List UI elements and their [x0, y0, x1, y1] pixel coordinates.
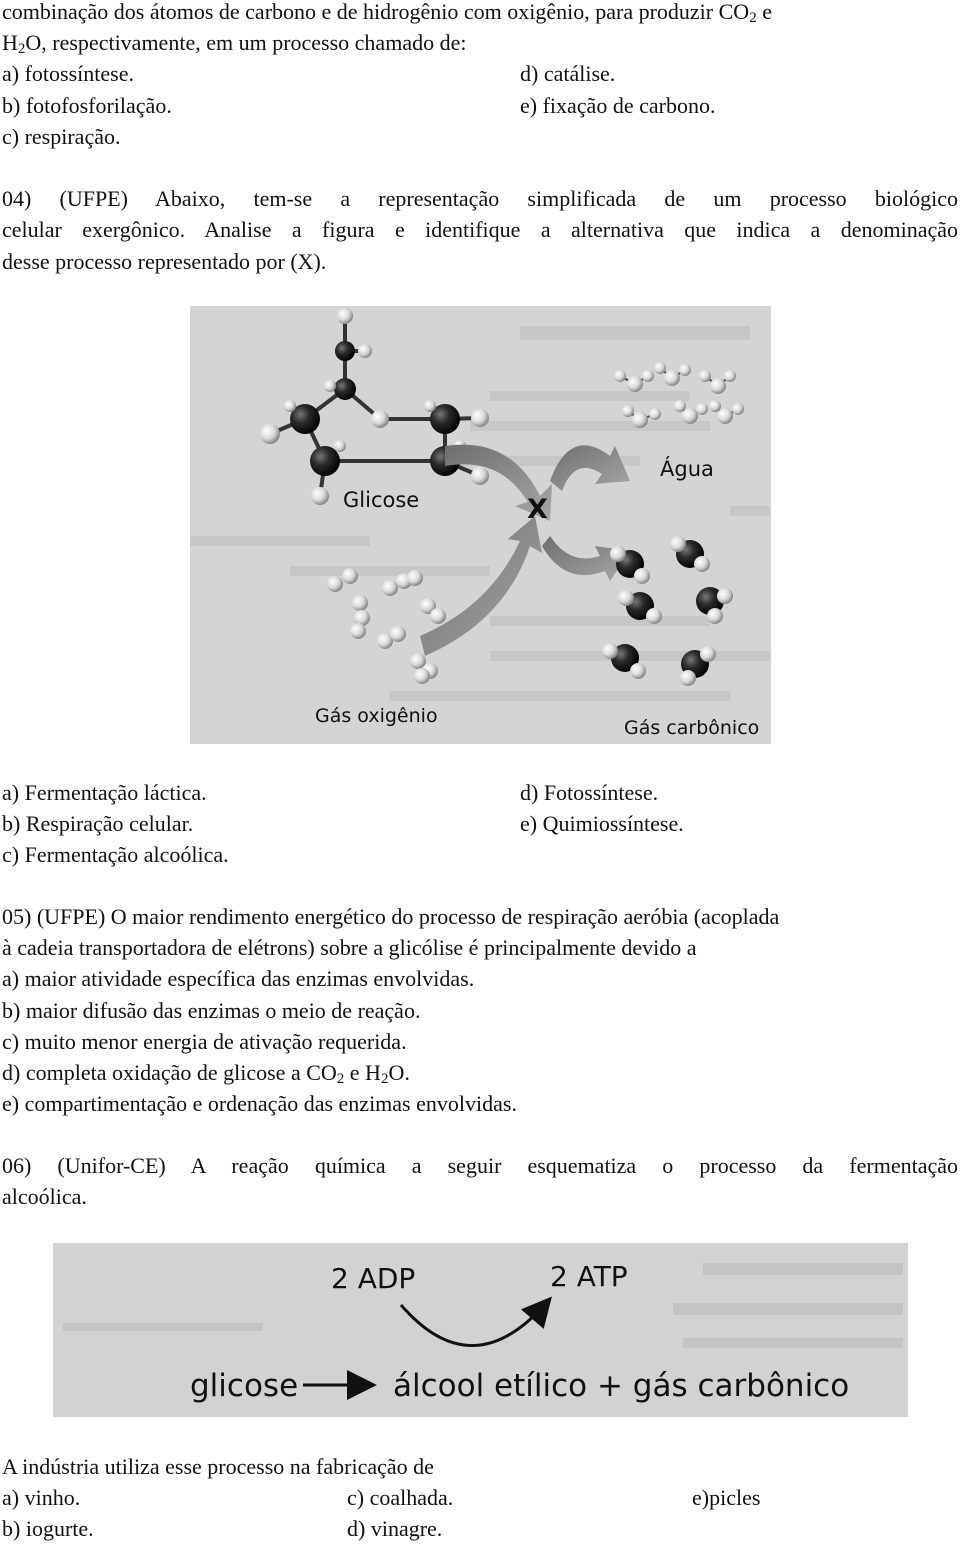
q03-option-e: e) fixação de carbono.	[520, 93, 716, 118]
q06-option-e: e)picles	[692, 1485, 761, 1510]
label-x: X	[527, 494, 548, 525]
q04-option-a: a) Fermentação láctica.	[2, 780, 207, 805]
q04-stem-line2: celular exergônico. Analise a figura e identifique a alternativa que indica a denominação	[2, 217, 958, 242]
q06-option-a: a) vinho.	[2, 1485, 81, 1510]
q04-figure	[190, 306, 771, 744]
q05-option-a: a) maior atividade específica das enzimas envolvidas.	[2, 966, 475, 991]
q04-option-e: e) Quimiossíntese.	[520, 811, 684, 836]
label-products: álcool etílico + gás carbônico	[393, 1368, 850, 1404]
q03-stem-line2: $H_2O$, respectivamente, em um processo chamado de:	[2, 30, 467, 57]
q06-option-c: c) coalhada.	[347, 1485, 454, 1510]
q05-option-b: b) maior difusão das enzimas o meio de reação.	[2, 998, 421, 1023]
label-2-atp: 2 ATP	[550, 1260, 628, 1293]
respiration-diagram	[190, 306, 771, 744]
q04-option-d: d) Fotossíntese.	[520, 780, 659, 805]
q05-stem-line1: 05) (UFPE) O maior rendimento energético do processo de respiração aeróbia (acoplada	[2, 904, 780, 929]
q05-option-c: c) muito menor energia de ativação requerida.	[2, 1029, 407, 1054]
label-2-adp: 2 ADP	[331, 1262, 416, 1295]
q03-option-d: d) catálise.	[520, 61, 616, 86]
q06-figure	[53, 1243, 908, 1417]
q06-stem-line1: 06) (Unifor-CE) A reação química a seguir esquematiza o processo da fermentação	[2, 1153, 958, 1178]
q04-stem-line3: desse processo representado por (X).	[2, 249, 327, 274]
q03-option-c: c) respiração.	[2, 124, 121, 149]
q06-option-b: b) iogurte.	[2, 1516, 94, 1541]
q04-stem-line1: 04) (UFPE) Abaixo, tem-se a representação simplificada de um processo biológico	[2, 186, 958, 211]
q03-stem-line1: combinação dos átomos de carbono e de hidrogênio com oxigênio, para produzir $CO_2$ e	[2, 0, 772, 26]
q06-stem-line2: alcoólica.	[2, 1184, 87, 1209]
label-gas-carbonico: Gás carbônico	[624, 717, 760, 739]
q03-option-a: a) fotossíntese.	[2, 61, 134, 86]
label-gas-oxigenio: Gás oxigênio	[315, 705, 438, 727]
q05-option-d: d) completa oxidação de glicose a $CO_2$ e $H_2O$.	[2, 1060, 410, 1087]
q04-option-b: b) Respiração celular.	[2, 811, 194, 836]
q05-stem-line2: à cadeia transportadora de elétrons) sobre a glicólise é principalmente devido a	[2, 935, 697, 960]
label-agua: Água	[660, 457, 714, 481]
label-glicose: glicose	[190, 1368, 299, 1404]
q03-option-b: b) fotofosforilação.	[2, 93, 172, 118]
q06-option-d: d) vinagre.	[347, 1516, 443, 1541]
fermentation-diagram	[53, 1243, 908, 1417]
label-glicose: Glicose	[343, 488, 420, 512]
q04-option-c: c) Fermentação alcoólica.	[2, 842, 229, 867]
q06-question-line: A indústria utiliza esse processo na fabricação de	[2, 1454, 434, 1479]
q05-option-e: e) compartimentação e ordenação das enzimas envolvidas.	[2, 1091, 517, 1116]
